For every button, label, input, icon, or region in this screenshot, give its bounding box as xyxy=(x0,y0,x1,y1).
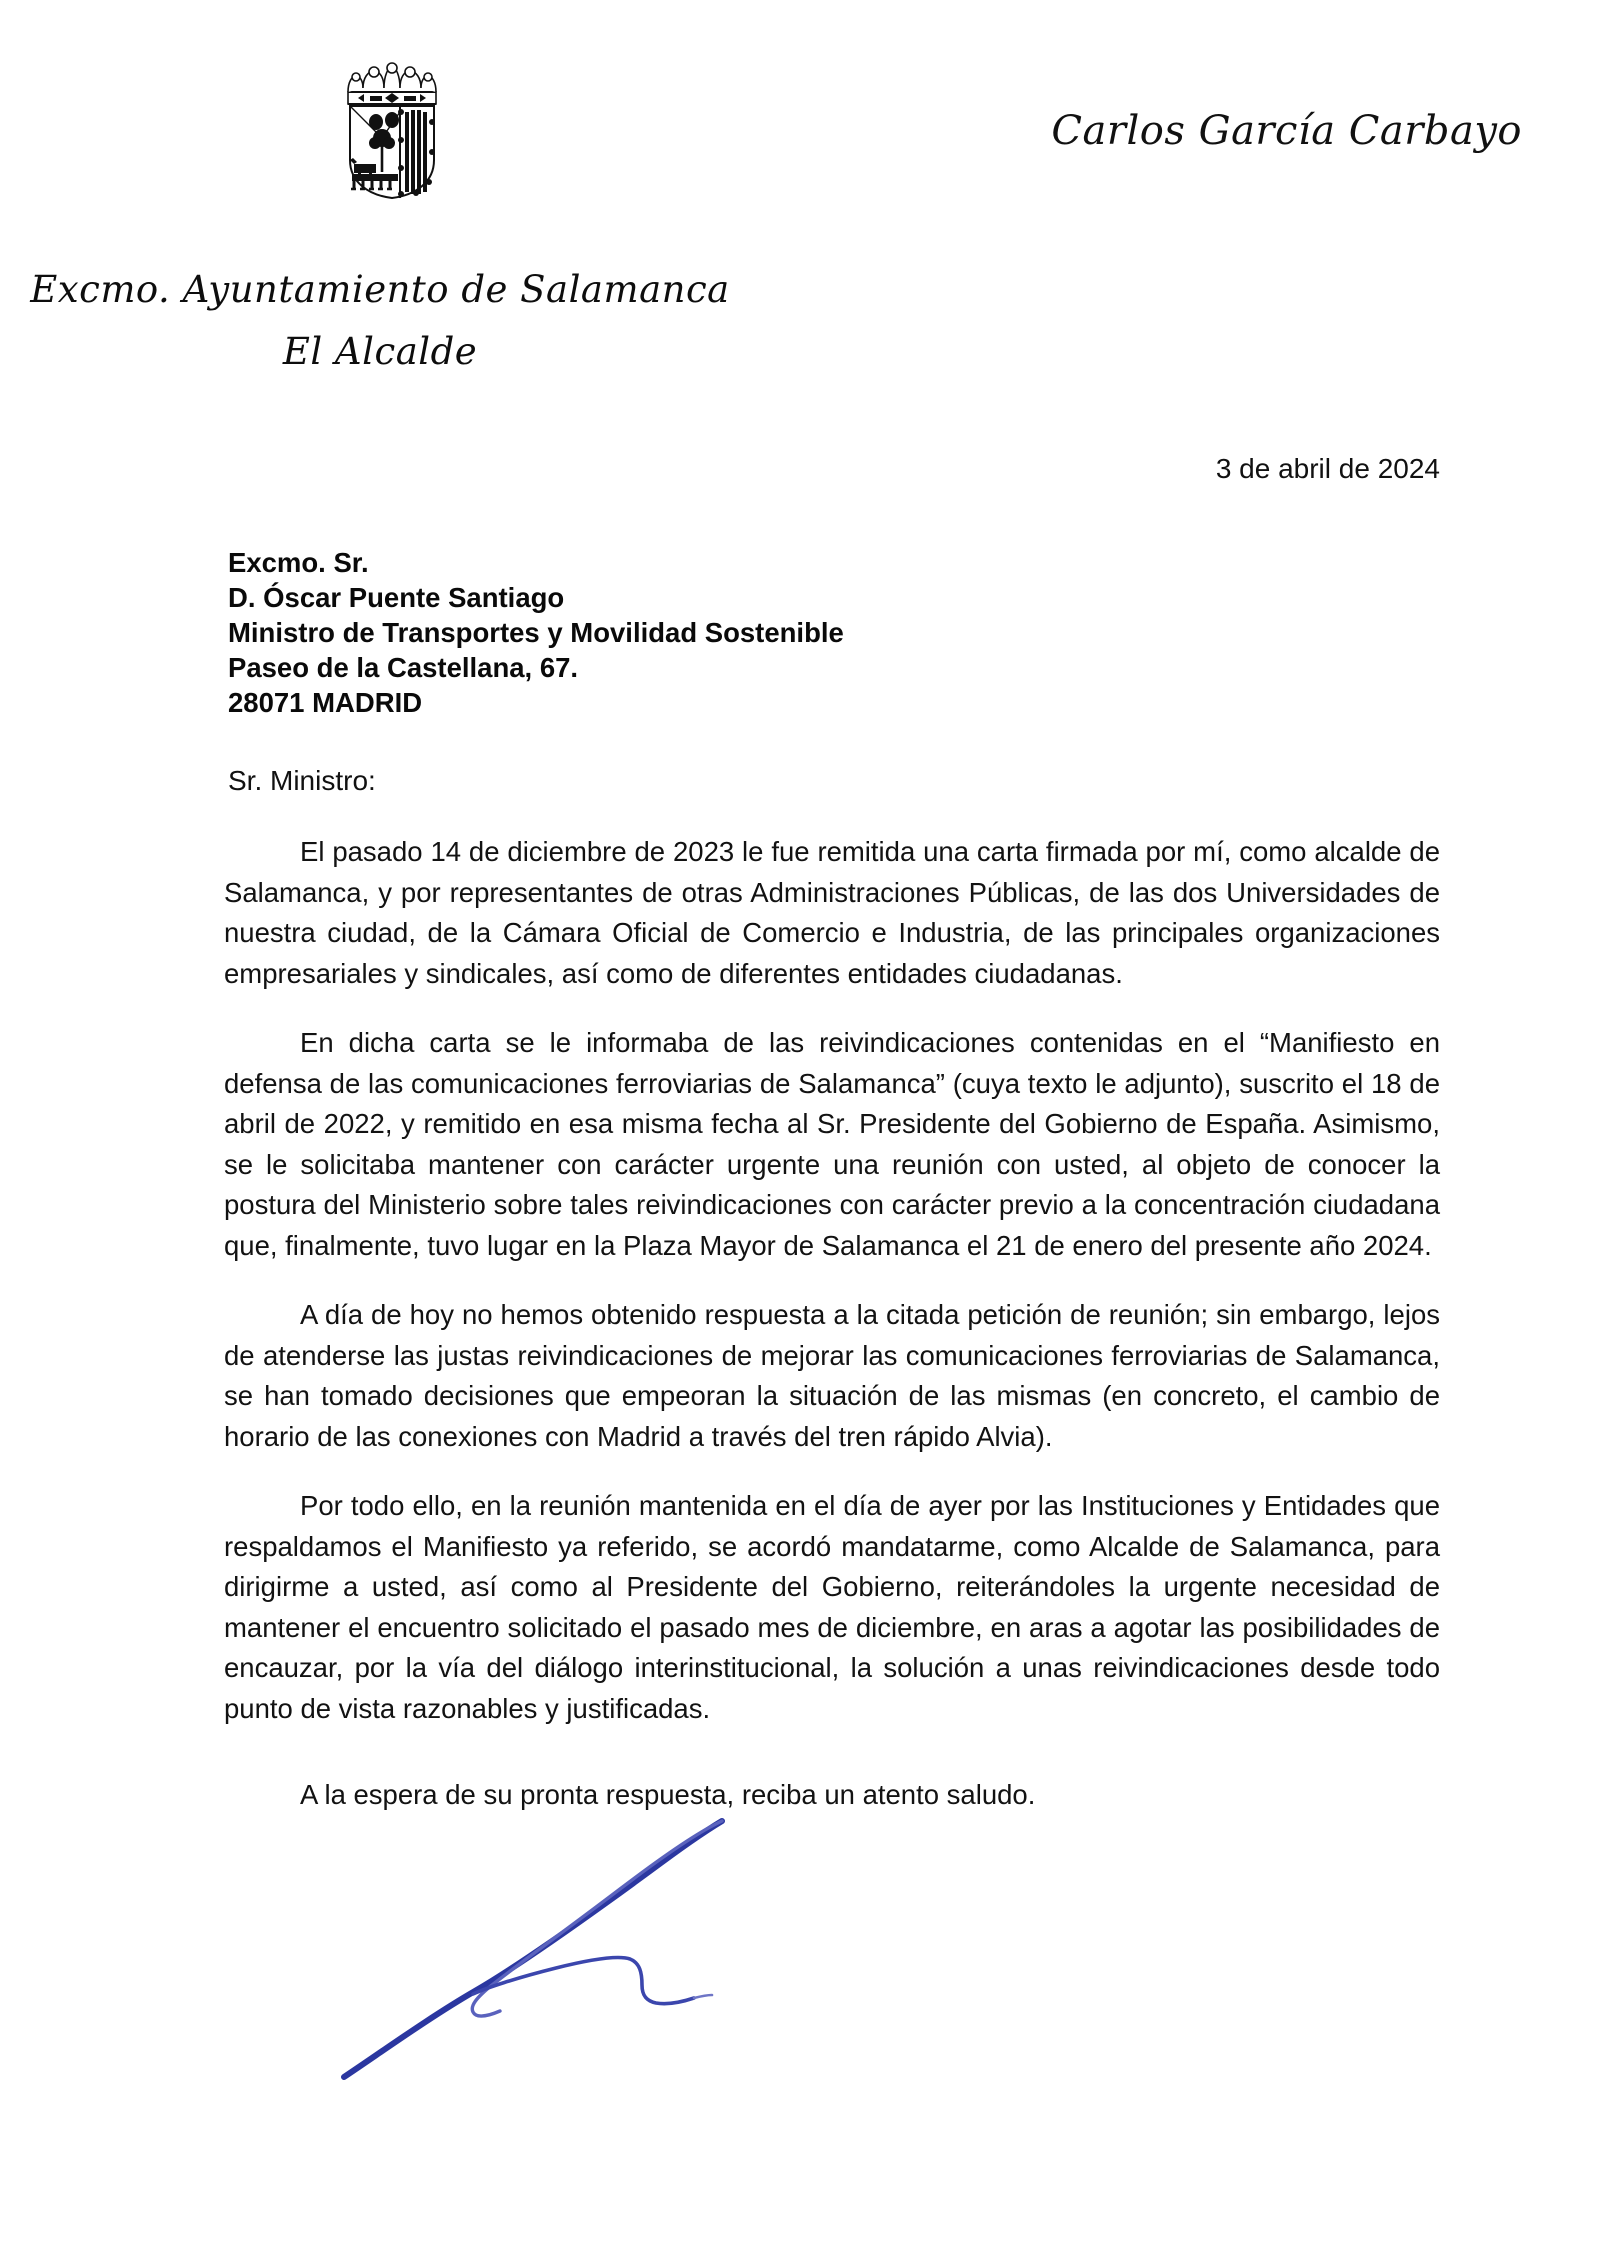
salutation: Sr. Ministro: xyxy=(228,765,376,796)
salamanca-coat-of-arms-icon xyxy=(330,52,454,204)
institution-name: Excmo. Ayuntamiento de Salamanca xyxy=(30,268,730,311)
letter-body xyxy=(224,832,1440,1815)
closing-line: A la espera de su pronta respuesta, reciba un atento saludo. xyxy=(300,1779,1036,1810)
recipient-line-4: Paseo de la Castellana, 67. xyxy=(228,652,579,683)
recipient-line-3: Ministro de Transportes y Movilidad Sostenible xyxy=(228,617,844,648)
mayor-name-script: Carlos García Carbayo xyxy=(1051,108,1522,154)
mayor-role-label: El Alcalde xyxy=(282,330,478,373)
recipient-address-block xyxy=(228,545,844,720)
body-paragraph-1: El pasado 14 de diciembre de 2023 le fue remitida una carta firmada por mí, como alcalde de Salamanca, y por representantes de otras Administraciones Públicas, de las dos Universidades de nuestra ciudad, de la Cámara Oficial de Comercio e Industria, de las principales organizaciones empresariales y sindicales, así como de diferentes entidades ciudadanas. xyxy=(224,836,1440,989)
letter-date: 3 de abril de 2024 xyxy=(1215,453,1440,484)
body-paragraph-2: En dicha carta se le informaba de las reivindicaciones contenidas en el “Manifiesto en defensa de las comunicaciones ferroviarias de Salamanca” (cuya texto le adjunto), suscrito el 18 de abril de 2022, y remitido en esa misma fecha al Sr. Presidente del Gobierno de España. Asimismo, se le solicitaba mantener con carácter urgente una reunión con usted, al objeto de conocer la postura del Ministerio sobre tales reivindicaciones con carácter previo a la concentración ciudadana que, finalmente, tuvo lugar en la Plaza Mayor de Salamanca el 21 de enero del presente año 2024. xyxy=(224,1027,1440,1261)
body-paragraph-4: Por todo ello, en la reunión mantenida en el día de ayer por las Instituciones y Entidades que respaldamos el Manifiesto ya referido, se acordó mandatarme, como Alcalde de Salamanca, para dirigirme a usted, así como al Presidente del Gobierno, reiterándoles la urgente necesidad de mantener el encuentro solicitado el pasado mes de diciembre, en aras a agotar las posibilidades de encauzar, por la vía del diálogo interinstitucional, la solución a unas reivindicaciones desde todo punto de vista razonables y justificadas. xyxy=(224,1490,1440,1724)
body-paragraph-3: A día de hoy no hemos obtenido respuesta a la citada petición de reunión; sin embargo, lejos de atenderse las justas reivindicaciones de mejorar las comunicaciones ferroviarias de Salamanca, se han tomado decisiones que empeoran la situación de las mismas (en concreto, el cambio de horario de las conexiones con Madrid a través del tren rápido Alvia). xyxy=(224,1299,1440,1452)
recipient-line-1: Excmo. Sr. xyxy=(228,547,369,578)
handwritten-signature-icon xyxy=(270,1795,830,2125)
recipient-line-5: 28071 MADRID xyxy=(228,687,423,718)
recipient-line-2: D. Óscar Puente Santiago xyxy=(228,582,565,613)
